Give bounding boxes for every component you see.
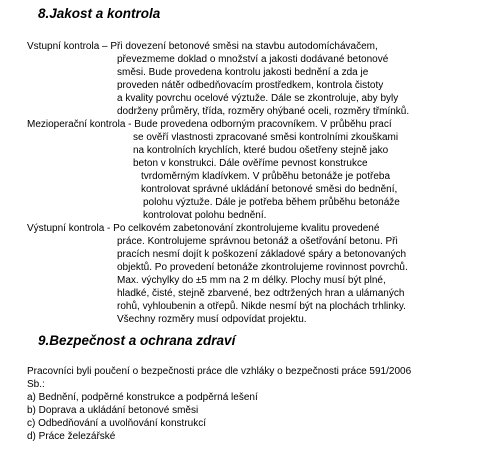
text-line: objektů. Po provedení betonáže zkontrolujeme rovinnost povrchů. [117,262,408,273]
text-line: směsi. Bude provedena kontrolu jakosti bednění a zda je [117,67,369,78]
text-line: kontrolovat polohu bednění. [143,210,267,221]
text-line: Výstupní kontrola - Po celkovém zabetonování zkontrolujeme kvalitu provedené [27,223,380,234]
text-line: převezmeme doklad o množství a jakosti dodávané betonové [117,54,389,65]
text-line: tvrdoměrným kladívkem. V průběhu betonáže je potřeba [141,171,391,182]
text-line: a kvality povrchu ocelové výztuže. Dále se zkontroluje, aby byly [117,93,399,104]
text-line: Vstupní kontrola – Při dovezení betonové směsi na stavbu autodomíchávačem, [27,41,378,52]
text-line: Sb.: [27,379,45,390]
text-line: beton v konstrukci. Dále ověříme pevnost konstrukce [133,158,368,169]
text-line: pracích nesmí dojít k poškození základové spáry a betonovaných [117,249,407,260]
text-line: proveden nátěr odbedňovacím prostředkem, kontrola čistoty [117,80,384,91]
text-line: polohu výztuže. Dále je potřeba během průběhu betonáže [143,197,400,208]
text-line: se ověří vlastnosti zpracované směsi kontrolními zkouškami [133,132,399,143]
text-line: rohů, vyhloubenin a otřepů. Nikde nesmí být na plochách trhlinky. [117,301,406,312]
text-line: hladké, čisté, stejně zbarvené, bez odtržených hran a ulámaných [117,288,405,299]
text-line: Všechny rozměry musí odpovídat projektu. [117,314,307,325]
list-item: d) Práce železářské [27,431,116,442]
text-line: Pracovníci byli poučení o bezpečnosti práce dle vzhláky o bezpečnosti práce 591/2006 [27,366,412,377]
text-line: práce. Kontrolujeme správnou betonáž a ošetřování betonu. Při [117,236,398,247]
section-8-heading: 8.Jakost a kontrola [38,6,161,21]
list-item: a) Bednění, podpěrné konstrukce a podpěrná lešení [27,392,258,403]
text-line: dodrženy průměry, třída, rozměry ohýbané oceli, rozměry třmínků. [117,106,410,117]
text-line: Max. výchylky do ±5 mm na 2 m délky. Plochy musí být plné, [117,275,386,286]
section-9-heading: 9.Bezpečnost a ochrana zdraví [38,333,236,348]
text-line: Mezioperační kontrola - Bude provedena odborným pracovníkem. V průběhu prací [27,119,392,130]
text-line: kontrolovat správné ukládání betonové směsi do bednění, [141,184,398,195]
list-item: c) Odbedňování a uvolňování konstrukcí [27,418,206,429]
text-line: na kontrolních krychlích, které budou ošetřeny stejně jako [133,145,389,156]
list-item: b) Doprava a ukládání betonové směsi [27,405,199,416]
